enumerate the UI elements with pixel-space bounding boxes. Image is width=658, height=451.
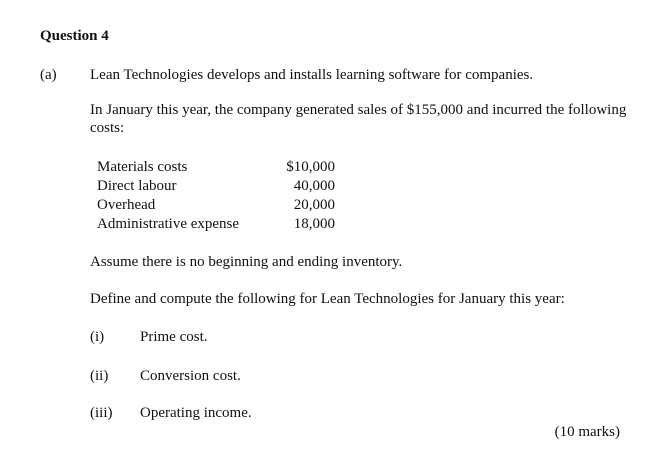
subpart-number: (ii) (90, 368, 109, 384)
subpart-text: Conversion cost. (140, 368, 241, 384)
assumption-text: Assume there is no beginning and ending inventory. (90, 254, 403, 270)
marks-label: (10 marks) (554, 424, 620, 440)
cost-item: Materials costs (97, 159, 188, 175)
cost-amount: 18,000 (293, 216, 335, 232)
subpart-text: Prime cost. (140, 329, 208, 345)
sales-paragraph: In January this year, the company generated sales of $155,000 and incurred the following costs: (90, 102, 627, 136)
cost-item: Overhead (97, 197, 156, 213)
cost-amount: 40,000 (293, 178, 335, 194)
cost-item: Direct labour (97, 178, 177, 194)
cost-amount: $10,000 (286, 159, 335, 175)
subpart-text: Operating income. (140, 405, 252, 421)
instruction-text: Define and compute the following for Lean Technologies for January this year: (90, 291, 565, 307)
part-label: (a) (40, 67, 57, 83)
cost-amount: 20,000 (293, 197, 335, 213)
cost-row (97, 177, 335, 196)
intro-text: Lean Technologies develops and installs learning software for companies. (90, 67, 534, 83)
cost-table (97, 158, 335, 234)
subpart-number: (iii) (90, 405, 113, 421)
question-title: Question 4 (40, 28, 109, 44)
cost-row (97, 215, 335, 234)
subpart-number: (i) (90, 329, 105, 345)
cost-row (97, 158, 335, 177)
cost-row (97, 196, 335, 215)
cost-item: Administrative expense (97, 216, 240, 232)
